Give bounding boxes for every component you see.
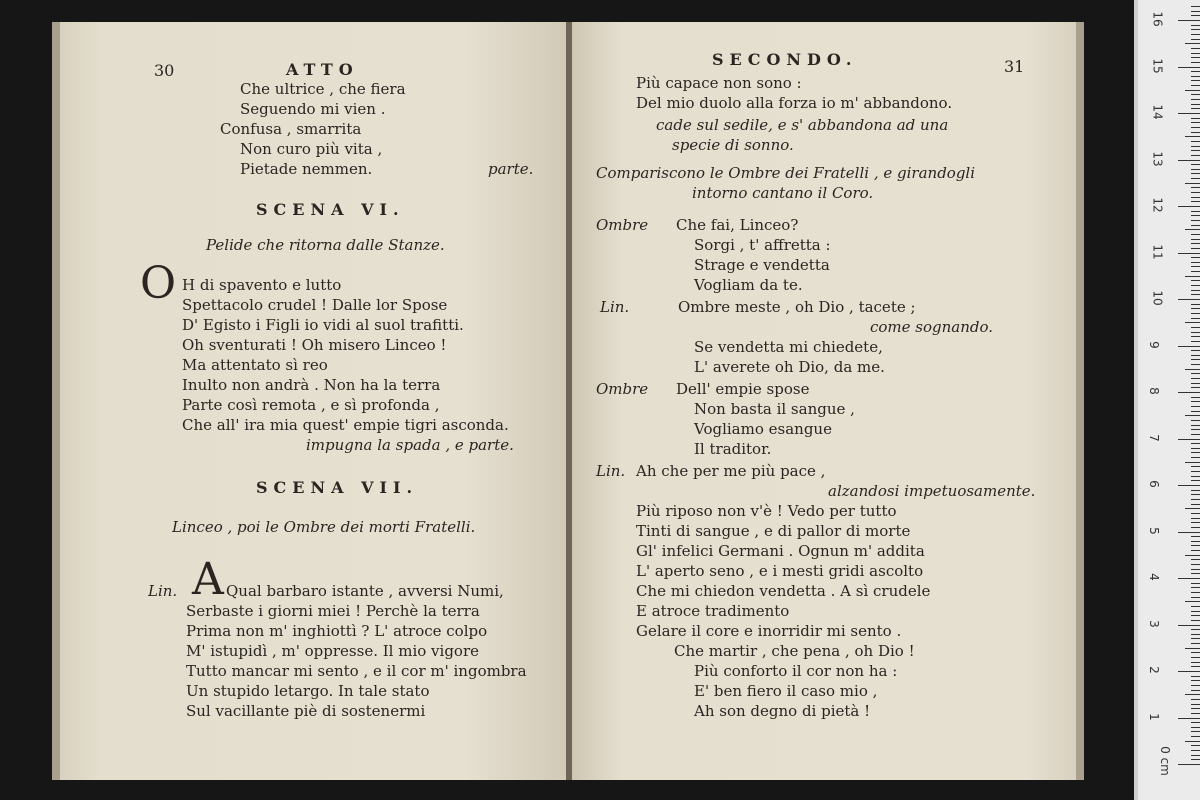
verse-line: Gelare il core e inorridir mi sento . xyxy=(636,622,902,640)
ruler-tick xyxy=(1191,466,1200,467)
ruler-tick xyxy=(1191,290,1200,291)
ruler-tick xyxy=(1191,350,1200,351)
verse-line: Ah son degno di pietà ! xyxy=(694,702,871,720)
left-running-head: ATTO xyxy=(286,60,359,79)
ruler-tick xyxy=(1191,583,1200,584)
ruler-number: 10 xyxy=(1150,290,1165,306)
ruler-tick xyxy=(1191,169,1200,170)
ruler-tick xyxy=(1191,57,1200,58)
ruler-tick xyxy=(1191,643,1200,644)
ruler-tick xyxy=(1191,536,1200,537)
drop-cap: O xyxy=(140,258,177,309)
right-page xyxy=(572,22,1076,780)
stage-direction: Compariscono le Ombre dei Fratelli , e girandogli xyxy=(596,164,976,182)
left-page-number: 30 xyxy=(154,61,175,80)
ruler-tick xyxy=(1191,141,1200,142)
ruler-tick xyxy=(1185,43,1200,44)
ruler-number: 1 xyxy=(1146,712,1161,721)
verse-line: Oh sventurati ! Oh misero Linceo ! xyxy=(182,336,447,354)
ruler-tick xyxy=(1191,164,1200,165)
ruler-tick xyxy=(1185,601,1200,602)
ruler-tick xyxy=(1185,415,1200,416)
ruler-tick xyxy=(1178,20,1200,21)
ruler-tick xyxy=(1191,294,1200,295)
verse-line: Ma attentato sì reo xyxy=(182,356,328,374)
ruler-tick xyxy=(1191,629,1200,630)
ruler-tick xyxy=(1191,262,1200,263)
ruler-tick xyxy=(1191,150,1200,151)
verse-line: Più riposo non v'è ! Vedo per tutto xyxy=(636,502,897,520)
ruler-tick xyxy=(1191,127,1200,128)
verse-line: Che fai, Linceo? xyxy=(676,216,799,234)
ruler-tick xyxy=(1178,253,1200,254)
ruler-tick xyxy=(1191,420,1200,421)
verse-line: Se vendetta mi chiedete, xyxy=(694,338,883,356)
ruler-tick xyxy=(1191,425,1200,426)
ruler-tick xyxy=(1191,750,1200,751)
ruler-tick xyxy=(1185,229,1200,230)
ruler-tick xyxy=(1191,471,1200,472)
ruler-number: 12 xyxy=(1150,197,1165,213)
ruler-tick xyxy=(1191,257,1200,258)
ruler-tick xyxy=(1191,722,1200,723)
verse-line: Sorgi , t' affretta : xyxy=(694,236,831,254)
ruler-tick xyxy=(1191,118,1200,119)
ruler-tick xyxy=(1191,731,1200,732)
ruler-tick xyxy=(1191,355,1200,356)
ruler-tick xyxy=(1191,755,1200,756)
ruler-tick xyxy=(1191,401,1200,402)
ruler-tick xyxy=(1191,108,1200,109)
ruler-tick xyxy=(1191,573,1200,574)
ruler-tick xyxy=(1178,113,1200,114)
verse-line: Il traditor. xyxy=(694,440,772,458)
ruler-tick xyxy=(1191,713,1200,714)
verse-line: L' aperto seno , e i mesti gridi ascolto xyxy=(636,562,924,580)
ruler-tick xyxy=(1191,359,1200,360)
ruler-tick xyxy=(1191,313,1200,314)
verse-line: Più capace non sono : xyxy=(636,74,802,92)
ruler-tick xyxy=(1191,434,1200,435)
verse-line: Pietade nemmen. xyxy=(240,160,373,178)
verse-line: Non curo più vita , xyxy=(240,140,383,158)
ruler-tick xyxy=(1191,606,1200,607)
ruler-tick xyxy=(1191,699,1200,700)
ruler-tick xyxy=(1191,443,1200,444)
ruler-tick xyxy=(1191,80,1200,81)
verse-line: Strage e vendetta xyxy=(694,256,830,274)
ruler-tick xyxy=(1178,346,1200,347)
verse-line: Ombre meste , oh Dio , tacete ; xyxy=(678,298,916,316)
ruler-tick xyxy=(1191,6,1200,7)
ruler-tick xyxy=(1178,485,1200,486)
ruler-tick xyxy=(1185,508,1200,509)
right-page-number: 31 xyxy=(1004,57,1025,76)
ruler-number: 9 xyxy=(1146,340,1161,349)
ruler-tick xyxy=(1191,122,1200,123)
ruler-tick xyxy=(1191,187,1200,188)
ruler-tick xyxy=(1191,745,1200,746)
verse-line: Prima non m' inghiottì ? L' atroce colpo xyxy=(186,622,488,640)
ruler-tick xyxy=(1191,15,1200,16)
ruler-tick xyxy=(1191,220,1200,221)
ruler-tick xyxy=(1191,652,1200,653)
ruler-number: 4 xyxy=(1146,573,1161,581)
verse-line: Serbaste i giorni miei ! Perchè la terra xyxy=(186,602,480,620)
ruler-tick xyxy=(1191,94,1200,95)
ruler-tick xyxy=(1191,243,1200,244)
measurement-ruler xyxy=(1134,0,1200,800)
ruler-tick xyxy=(1191,527,1200,528)
stage-direction: Pelide che ritorna dalle Stanze. xyxy=(206,236,445,254)
ruler-tick xyxy=(1191,192,1200,193)
verse-line: Un stupido letargo. In tale stato xyxy=(186,682,430,700)
verse-line: Ah che per me più pace , xyxy=(636,462,826,480)
ruler-tick xyxy=(1191,490,1200,491)
ruler-tick xyxy=(1191,452,1200,453)
ruler-tick xyxy=(1191,680,1200,681)
ruler-tick xyxy=(1191,666,1200,667)
stage-direction: impugna la spada , e parte. xyxy=(306,436,514,454)
ruler-tick xyxy=(1185,741,1200,742)
stage-direction: specie di sonno. xyxy=(672,136,794,154)
verse-line: Spettacolo crudel ! Dalle lor Spose xyxy=(182,296,448,314)
ruler-tick xyxy=(1191,173,1200,174)
verse-line: Gl' infelici Germani . Ognun m' addita xyxy=(636,542,925,560)
verse-line: Confusa , smarrita xyxy=(220,120,362,138)
ruler-tick xyxy=(1191,197,1200,198)
ruler-tick xyxy=(1185,555,1200,556)
verse-line: Qual barbaro istante , avversi Numi, xyxy=(226,582,504,600)
ruler-tick xyxy=(1191,285,1200,286)
ruler-number: 8 xyxy=(1146,387,1161,395)
ruler-tick xyxy=(1191,104,1200,105)
verse-line: Che all' ira mia quest' empie tigri asconda. xyxy=(182,416,509,434)
ruler-tick xyxy=(1191,429,1200,430)
speaker-label: Lin. xyxy=(148,582,178,600)
ruler-tick xyxy=(1191,53,1200,54)
ruler-tick xyxy=(1191,620,1200,621)
ruler-tick xyxy=(1191,327,1200,328)
ruler-tick xyxy=(1191,676,1200,677)
ruler-number: 2 xyxy=(1146,666,1161,674)
ruler-tick xyxy=(1191,569,1200,570)
ruler-tick xyxy=(1191,336,1200,337)
ruler-tick xyxy=(1191,76,1200,77)
ruler-tick xyxy=(1191,271,1200,272)
ruler-tick xyxy=(1191,146,1200,147)
open-book xyxy=(52,22,1084,780)
ruler-tick xyxy=(1191,387,1200,388)
ruler-tick xyxy=(1191,178,1200,179)
ruler-tick xyxy=(1178,764,1200,765)
ruler-number: 16 xyxy=(1150,11,1165,27)
ruler-tick xyxy=(1185,369,1200,370)
ruler-tick xyxy=(1185,694,1200,695)
ruler-tick xyxy=(1191,504,1200,505)
ruler-tick xyxy=(1191,518,1200,519)
ruler-tick xyxy=(1178,160,1200,161)
ruler-tick xyxy=(1191,383,1200,384)
ruler-tick xyxy=(1191,248,1200,249)
ruler-tick xyxy=(1191,211,1200,212)
scene-title: SCENA VI. xyxy=(256,200,405,219)
ruler-tick xyxy=(1191,448,1200,449)
ruler-tick xyxy=(1191,364,1200,365)
ruler-tick xyxy=(1191,480,1200,481)
ruler-tick xyxy=(1191,597,1200,598)
ruler-tick xyxy=(1178,625,1200,626)
verse-line: Dell' empie spose xyxy=(676,380,810,398)
ruler-number: 3 xyxy=(1146,619,1161,628)
verse-line: E atroce tradimento xyxy=(636,602,790,620)
verse-line: Tinti di sangue , e di pallor di morte xyxy=(636,522,911,540)
ruler-tick xyxy=(1185,276,1200,277)
ruler-tick xyxy=(1191,332,1200,333)
ruler-tick xyxy=(1191,411,1200,412)
ruler-tick xyxy=(1178,671,1200,672)
ruler-tick xyxy=(1178,67,1200,68)
stage-direction: parte. xyxy=(488,160,534,178)
ruler-tick xyxy=(1191,690,1200,691)
ruler-edge xyxy=(1134,0,1138,800)
ruler-tick xyxy=(1191,239,1200,240)
ruler-tick xyxy=(1191,25,1200,26)
ruler-tick xyxy=(1191,708,1200,709)
verse-line: Vogliam da te. xyxy=(694,276,803,294)
ruler-tick xyxy=(1185,183,1200,184)
stage-direction: come sognando. xyxy=(870,318,994,336)
ruler-tick xyxy=(1178,299,1200,300)
ruler-number: 13 xyxy=(1150,150,1165,167)
ruler-tick xyxy=(1178,206,1200,207)
stage-direction: cade sul sedile, e s' abbandona ad una xyxy=(656,116,949,134)
ruler-tick xyxy=(1191,215,1200,216)
ruler-tick xyxy=(1191,280,1200,281)
stage-direction: Linceo , poi le Ombre dei morti Fratelli. xyxy=(172,518,476,536)
verse-line: D' Egisto i Figli io vidi al suol trafitti. xyxy=(182,316,464,334)
verse-line: Che ultrice , che fiera xyxy=(240,80,406,98)
ruler-tick xyxy=(1191,559,1200,560)
ruler-tick xyxy=(1191,494,1200,495)
ruler-tick xyxy=(1191,611,1200,612)
verse-line: Che mi chiedon vendetta . A sì crudele xyxy=(636,582,931,600)
ruler-tick xyxy=(1191,545,1200,546)
verse-line: Tutto mancar mi sento , e il cor m' ingombra xyxy=(186,662,527,680)
speaker-label: Ombre xyxy=(596,216,649,234)
verse-line: Parte così remota , e sì profonda , xyxy=(182,396,440,414)
stage-direction: alzandosi impetuosamente. xyxy=(828,482,1036,500)
ruler-tick xyxy=(1185,322,1200,323)
ruler-tick xyxy=(1191,499,1200,500)
ruler-tick xyxy=(1191,727,1200,728)
ruler-tick xyxy=(1191,638,1200,639)
verse-line: M' istupidì , m' oppresse. Il mio vigore xyxy=(186,642,480,660)
verse-line: E' ben fiero il caso mio , xyxy=(694,682,878,700)
ruler-number: 6 xyxy=(1146,480,1161,488)
verse-line: Sul vacillante piè di sostenermi xyxy=(186,702,426,720)
verse-line: H di spavento e lutto xyxy=(182,276,342,294)
ruler-tick xyxy=(1178,392,1200,393)
ruler-tick xyxy=(1191,550,1200,551)
ruler-tick xyxy=(1191,513,1200,514)
verse-line: Inulto non andrà . Non ha la terra xyxy=(182,376,441,394)
ruler-tick xyxy=(1191,225,1200,226)
speaker-label: Lin. xyxy=(600,298,630,316)
ruler-tick xyxy=(1178,439,1200,440)
ruler-tick xyxy=(1191,662,1200,663)
ruler-tick xyxy=(1191,457,1200,458)
ruler-tick xyxy=(1191,373,1200,374)
ruler-tick xyxy=(1178,578,1200,579)
ruler-tick xyxy=(1191,476,1200,477)
ruler-tick xyxy=(1185,462,1200,463)
ruler-tick xyxy=(1191,155,1200,156)
verse-line: Seguendo mi vien . xyxy=(240,100,386,118)
ruler-tick xyxy=(1191,522,1200,523)
ruler-tick xyxy=(1191,397,1200,398)
ruler-tick xyxy=(1191,634,1200,635)
drop-cap: A xyxy=(192,554,224,605)
ruler-tick xyxy=(1191,564,1200,565)
ruler-tick xyxy=(1191,704,1200,705)
ruler-number: 5 xyxy=(1146,526,1161,535)
ruler-tick xyxy=(1178,532,1200,533)
ruler-zero-label: 0 cm xyxy=(1157,746,1172,776)
ruler-tick xyxy=(1191,378,1200,379)
ruler-tick xyxy=(1191,341,1200,342)
ruler-number: 15 xyxy=(1150,57,1165,74)
ruler-tick xyxy=(1191,657,1200,658)
ruler-tick xyxy=(1191,11,1200,12)
speaker-label: Ombre xyxy=(596,380,649,398)
ruler-tick xyxy=(1191,132,1200,133)
ruler-tick xyxy=(1191,304,1200,305)
ruler-tick xyxy=(1191,34,1200,35)
verse-line: Più conforto il cor non ha : xyxy=(694,662,898,680)
verse-line: Vogliamo esangue xyxy=(694,420,832,438)
ruler-tick xyxy=(1191,39,1200,40)
ruler-tick xyxy=(1191,201,1200,202)
ruler-tick xyxy=(1191,685,1200,686)
ruler-tick xyxy=(1191,266,1200,267)
ruler-tick xyxy=(1191,541,1200,542)
ruler-tick xyxy=(1191,406,1200,407)
ruler-tick xyxy=(1191,308,1200,309)
ruler-tick xyxy=(1191,234,1200,235)
verse-line: L' averete oh Dio, da me. xyxy=(694,358,885,376)
verse-line: Del mio duolo alla forza io m' abbandono. xyxy=(636,94,953,112)
ruler-tick xyxy=(1191,29,1200,30)
ruler-tick xyxy=(1191,85,1200,86)
ruler-tick xyxy=(1191,736,1200,737)
ruler-tick xyxy=(1178,718,1200,719)
speaker-label: Lin. xyxy=(596,462,626,480)
ruler-tick xyxy=(1191,587,1200,588)
scene-title: SCENA VII. xyxy=(256,478,419,497)
right-running-head: SECONDO. xyxy=(712,50,858,69)
ruler-tick xyxy=(1191,759,1200,760)
ruler-tick xyxy=(1185,90,1200,91)
verse-line: Non basta il sangue , xyxy=(694,400,855,418)
left-page xyxy=(60,22,566,780)
ruler-number: 7 xyxy=(1146,433,1161,442)
ruler-tick xyxy=(1191,592,1200,593)
ruler-number: 14 xyxy=(1150,104,1165,120)
ruler-tick xyxy=(1191,71,1200,72)
ruler-number: 11 xyxy=(1150,243,1165,260)
ruler-tick xyxy=(1191,318,1200,319)
ruler-tick xyxy=(1191,615,1200,616)
ruler-tick xyxy=(1185,136,1200,137)
stage-direction: intorno cantano il Coro. xyxy=(692,184,874,202)
ruler-tick xyxy=(1191,62,1200,63)
ruler-tick xyxy=(1185,648,1200,649)
ruler-tick xyxy=(1191,48,1200,49)
verse-line: Che martir , che pena , oh Dio ! xyxy=(674,642,915,660)
ruler-tick xyxy=(1191,99,1200,100)
